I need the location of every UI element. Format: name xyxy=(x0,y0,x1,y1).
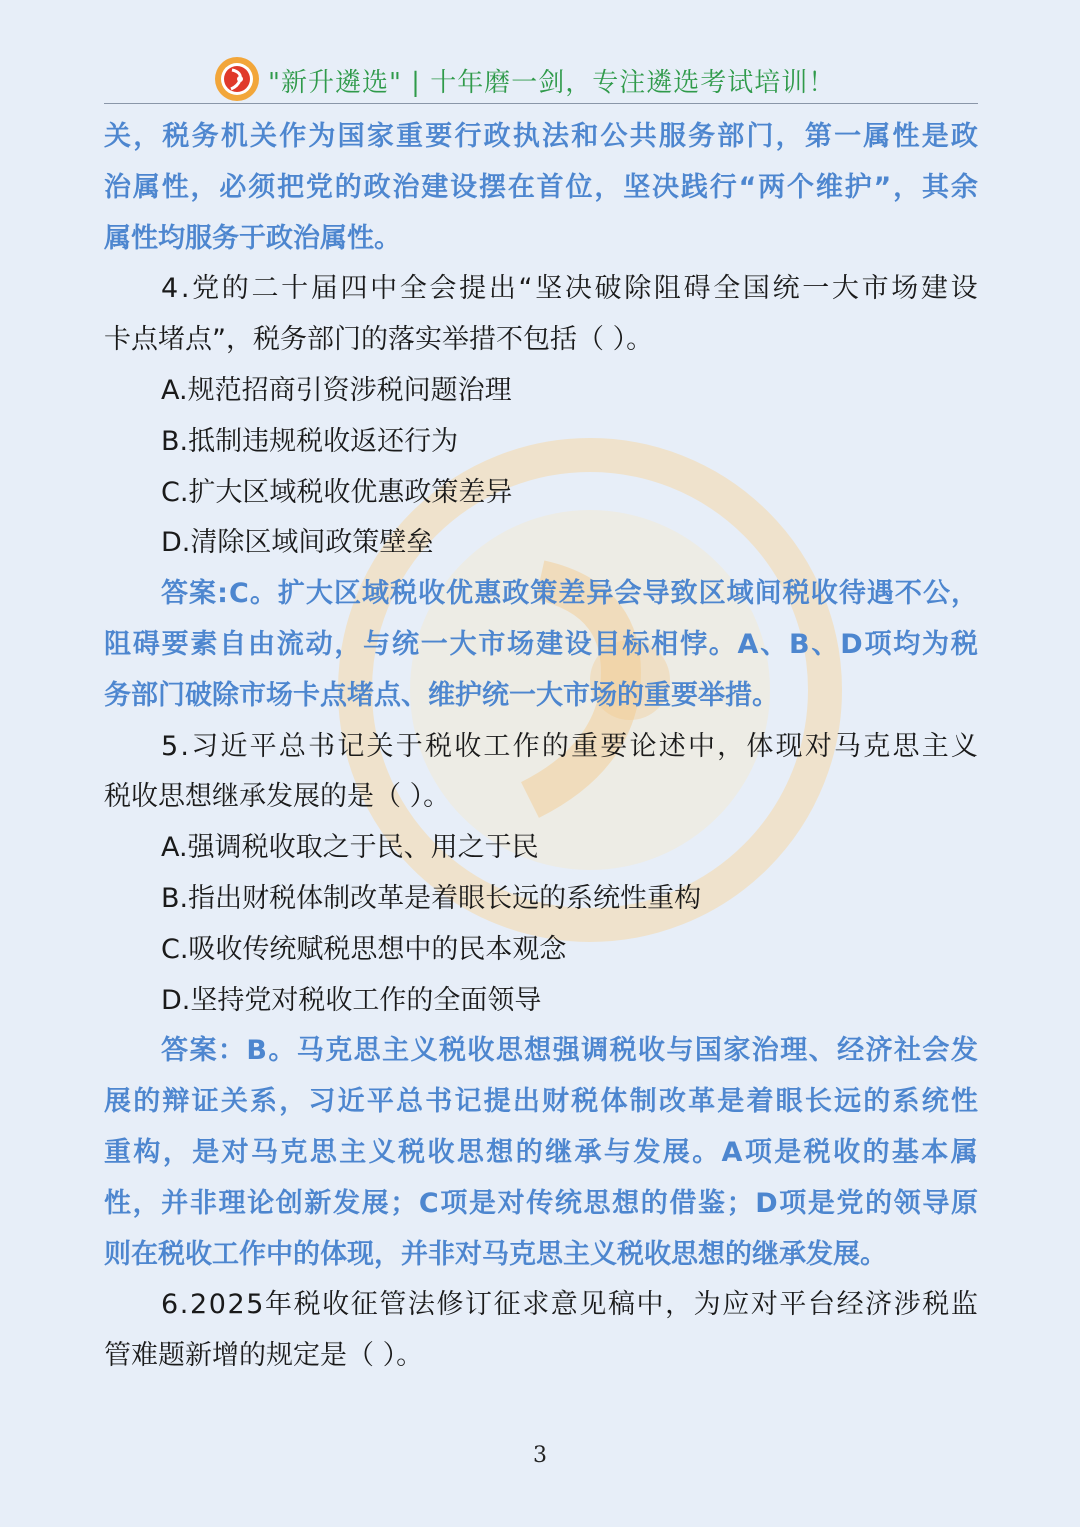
answer-explanation-line: 务部门破除市场卡点堵点、维护统一大市场的重要举措。 xyxy=(104,679,779,711)
answer-explanation-line: 展 的 辩 证 关 系 ， 习 近 平 总 书 记 提 出 财 税 体 制 改 革 是 着 眼 长 远 的 系 统 性 xyxy=(104,1086,978,1118)
answer-explanation-line: 关 ， 税 务 机 关 作 为 国 家 重 要 行 政 执 法 和 公 共 服 务 部 门 ， 第 一 属 性 是 政 xyxy=(104,121,978,152)
answer-option: A.规范招商引资涉税问题治理 xyxy=(161,374,512,406)
answer-option: D.清除区域间政策壁垒 xyxy=(161,527,434,559)
question-line: 5 . 习 近 平 总 书 记 关 于 税 收 工 作 的 重 要 论 述 中 ， 体 现 对 马 克 思 主 义 xyxy=(161,730,978,762)
answer-explanation-line: 答 案 ： B 。 马 克 思 主 义 税 收 思 想 强 调 税 收 与 国 家 治 理 、 经 济 社 会 发 xyxy=(161,1035,978,1067)
page-header xyxy=(104,54,978,104)
question-line: 4 . 党 的 二 十 届 四 中 全 会 提 出 “ 坚 决 破 除 阻 碍 全 国 统 一 大 市 场 建 设 xyxy=(161,273,978,305)
answer-explanation-line: 阻 碍 要 素 自 由 流 动 ， 与 统 一 大 市 场 建 设 目 标 相 悖 。 A 、 B 、 D 项 均 为 税 xyxy=(104,628,978,660)
answer-explanation-line: 重 构 ， 是 对 马 克 思 主 义 税 收 思 想 的 继 承 与 发 展 。 A 项 是 税 收 的 基 本 属 xyxy=(104,1136,978,1168)
page-number: 3 xyxy=(533,1443,547,1468)
header-divider xyxy=(104,103,978,104)
answer-explanation-line: 治 属 性 ， 必 须 把 党 的 政 治 建 设 摆 在 首 位 ， 坚 决 践 行 “ 两 个 维 护 ” ， 其 余 xyxy=(104,171,978,203)
organization-logo xyxy=(214,56,260,102)
question-line: 税收思想继承发展的是（ ）。 xyxy=(104,781,451,813)
question-line: 管难题新增的规定是（ ）。 xyxy=(104,1340,424,1372)
answer-explanation-line: 属性均服务于政治属性。 xyxy=(104,222,401,254)
answer-option: C.吸收传统赋税思想中的民本观念 xyxy=(161,933,567,965)
answer-option: A.强调税收取之于民、用之于民 xyxy=(161,832,539,864)
answer-explanation-line: 则在税收工作中的体现，并非对马克思主义税收思想的继承发展。 xyxy=(104,1238,887,1270)
question-line: 卡点堵点”，税务部门的落实举措不包括（ ）。 xyxy=(104,324,654,356)
answer-option: B.抵制违规税收返还行为 xyxy=(161,425,459,457)
answer-explanation-line: 答 案 : C 。 扩 大 区 域 税 收 优 惠 政 策 差 异 会 导 致 区 域 间 税 收 待 遇 不 公 ， xyxy=(161,578,978,610)
answer-option: C.扩大区域税收优惠政策差异 xyxy=(161,476,513,508)
question-line: 6 . 2 0 2 5 年 税 收 征 管 法 修 订 征 求 意 见 稿 中 ， 为 应 对 平 台 经 济 涉 税 监 xyxy=(161,1289,978,1321)
document-body xyxy=(104,112,978,1382)
header-slogan: "新升遴选" | 十年磨一剑，专注遴选考试培训！ xyxy=(268,68,836,98)
answer-option: D.坚持党对税收工作的全面领导 xyxy=(161,984,542,1016)
answer-option: B.指出财税体制改革是着眼长远的系统性重构 xyxy=(161,882,702,914)
answer-explanation-line: 性 ， 并 非 理 论 创 新 发 展 ； C 项 是 对 传 统 思 想 的 借 鉴 ； D 项 是 党 的 领 导 原 xyxy=(104,1187,978,1219)
